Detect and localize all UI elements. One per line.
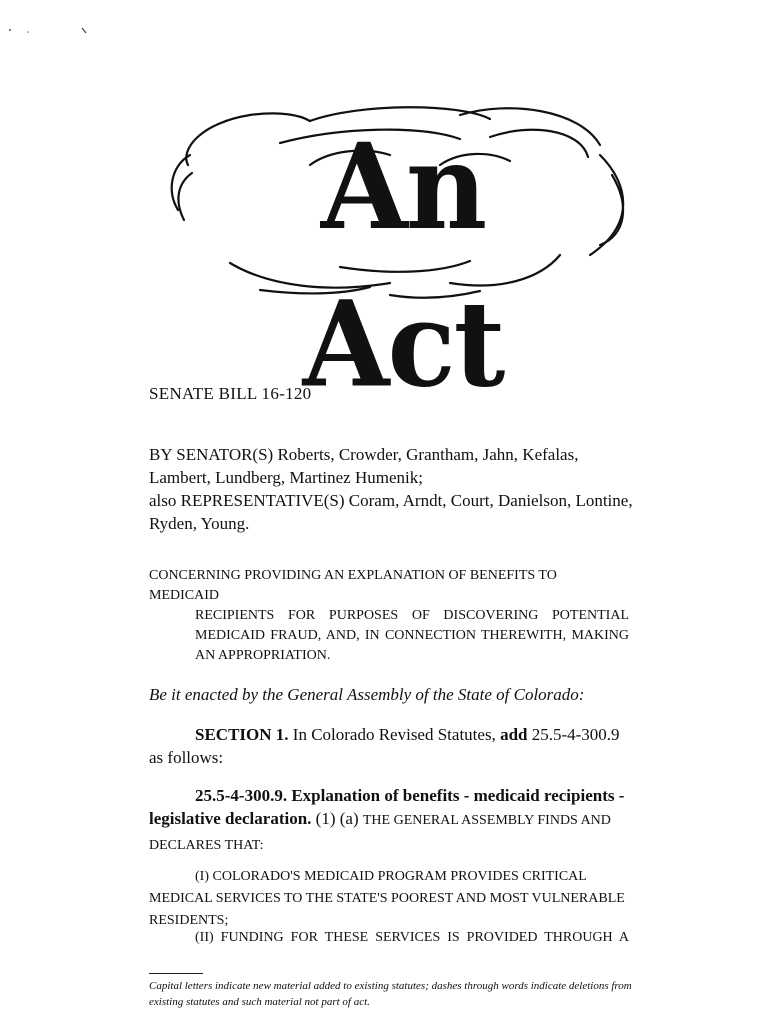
- paragraph-i-label: (I): [195, 869, 209, 884]
- sponsors-block: [149, 443, 639, 535]
- statute-heading: 25.5-4-300.9. Explanation of benefits - medicaid recipients - legislative declaration.: [149, 786, 625, 828]
- statute-subsection: (1) (a): [315, 809, 359, 828]
- section-label: SECTION 1.: [195, 725, 289, 744]
- statute-lead: THE GENERAL ASSEMBLY FINDS AND DECLARES THAT:: [149, 813, 611, 853]
- bill-title-continuation: RECIPIENTS FOR PURPOSES OF DISCOVERING POTENTIAL MEDICAID FRAUD, AND, IN CONNECTION THEREWITH, MAKING AN APPROPRIATION.: [195, 608, 629, 663]
- paragraph-ii-label: (II): [195, 930, 214, 945]
- section-text-before: In Colorado Revised Statutes,: [292, 725, 496, 744]
- footnote-rule: [149, 973, 203, 974]
- enacting-clause: Be it enacted by the General Assembly of the State of Colorado:: [149, 685, 585, 704]
- scan-artifacts: [0, 0, 200, 60]
- paragraph-ii: [149, 927, 629, 949]
- senate-sponsors: BY SENATOR(S) Roberts, Crowder, Grantham, Jahn, Kefalas, Lambert, Lundberg, Martinez Humenik;: [149, 445, 579, 487]
- paragraph-i: [149, 866, 629, 932]
- paragraph-ii-text: FUNDING FOR THESE SERVICES IS PROVIDED THROUGH A: [220, 930, 630, 945]
- section-add-word: add: [500, 725, 528, 744]
- house-sponsors: also REPRESENTATIVE(S) Coram, Arndt, Court, Danielson, Lontine, Ryden, Young.: [149, 491, 633, 533]
- seal-title-text: An Act: [302, 118, 504, 414]
- paragraph-i-text: COLORADO'S MEDICAID PROGRAM PROVIDES CRITICAL MEDICAL SERVICES TO THE STATE'S POOREST AND MOST VULNERABLE RESIDENTS;: [149, 869, 625, 928]
- bill-title-first-line: CONCERNING PROVIDING AN EXPLANATION OF BENEFITS TO MEDICAID: [149, 568, 557, 603]
- section-1: [149, 723, 629, 769]
- bill-title: [149, 566, 629, 666]
- statute-section: [149, 784, 629, 857]
- footnote: Capital letters indicate new material added to existing statutes; dashes through words indicate deletions from existing statutes and such material not part of act.: [149, 980, 632, 1008]
- bill-number: SENATE BILL 16-120: [149, 384, 312, 403]
- section-text-after: 25.5-4-300.9 as follows:: [149, 725, 620, 767]
